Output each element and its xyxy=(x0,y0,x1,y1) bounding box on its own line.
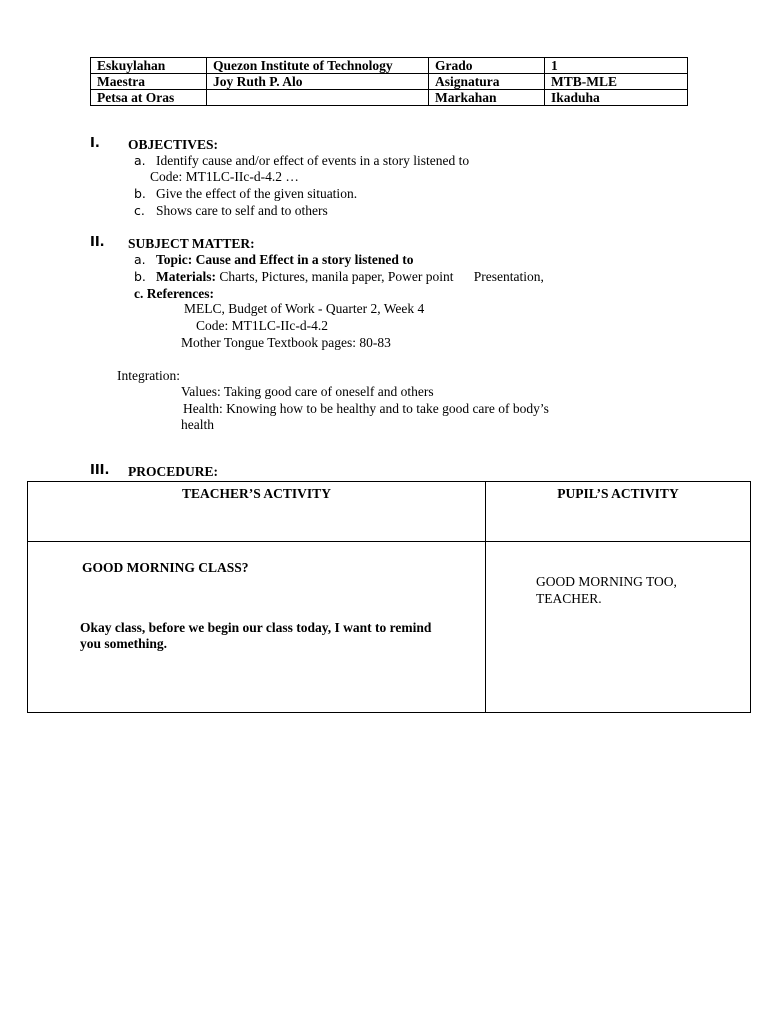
procedure-numeral: III. xyxy=(90,463,110,478)
table-row xyxy=(28,482,751,542)
objective-b-letter: b. xyxy=(134,186,146,201)
date-time-label: Petsa at Oras xyxy=(91,90,207,106)
objectives-numeral: I. xyxy=(90,136,100,151)
table-row xyxy=(91,58,688,74)
subject-label: Asignatura xyxy=(429,74,545,90)
reference-budget: Budget of Work - Quarter 2, Week 4 xyxy=(228,301,425,316)
grade-value: 1 xyxy=(545,58,688,74)
procedure-title: PROCEDURE: xyxy=(128,464,218,479)
date-time-value xyxy=(207,90,429,106)
teacher-remind-line2: you something. xyxy=(80,636,168,651)
teacher-activity-header-cell xyxy=(28,482,486,542)
topic-letter: a. xyxy=(134,252,146,267)
teacher-activity-cell xyxy=(28,542,486,713)
reference-melc-line xyxy=(184,301,424,317)
objective-b-text: Give the effect of the given situation. xyxy=(156,186,358,201)
integration-values: Values: Taking good care of oneself and others xyxy=(181,384,434,399)
subject-value: MTB-MLE xyxy=(545,74,688,90)
reference-textbook: Mother Tongue Textbook pages: 80-83 xyxy=(181,335,391,350)
integration-health-line1: Health: Knowing how to be healthy and to take good care of body’s xyxy=(183,401,549,416)
integration-label: Integration: xyxy=(117,368,180,383)
objective-a-text: Identify cause and/or effect of events in a story listened to xyxy=(156,153,470,168)
objective-a-code: Code: MT1LC-IIc-d-4.2 … xyxy=(150,169,299,184)
school-label: Eskuylahan xyxy=(91,58,207,74)
subject-matter-numeral: II. xyxy=(90,235,105,250)
reference-melc: MELC, xyxy=(184,301,225,316)
integration-health-line2: health xyxy=(181,417,214,432)
references-label: c. References: xyxy=(134,286,214,301)
table-row xyxy=(91,90,688,106)
objective-c-text: Shows care to self and to others xyxy=(156,203,328,218)
pupil-greeting-line2: TEACHER. xyxy=(536,591,602,606)
materials-line xyxy=(156,269,544,285)
quarter-value: Ikaduha xyxy=(545,90,688,106)
lesson-info-table xyxy=(90,57,688,106)
objectives-title: OBJECTIVES: xyxy=(128,137,219,152)
teacher-value: Joy Ruth P. Alo xyxy=(207,74,429,90)
objective-a-letter: a. xyxy=(134,153,146,168)
teacher-label: Maestra xyxy=(91,74,207,90)
teacher-remind-line1: Okay class, before we begin our class today, I want to remind xyxy=(80,620,432,635)
objective-c-letter: c. xyxy=(134,203,145,218)
teacher-activity-header: TEACHER’S ACTIVITY xyxy=(182,486,331,501)
pupil-activity-header-cell xyxy=(486,482,751,542)
materials-text: Charts, Pictures, manila paper, Power point Presentation, xyxy=(219,269,544,284)
procedure-table xyxy=(27,481,751,713)
teacher-greeting: GOOD MORNING CLASS? xyxy=(82,560,249,575)
table-row xyxy=(28,542,751,713)
materials-letter: b. xyxy=(134,269,146,284)
table-row xyxy=(91,74,688,90)
materials-label: Materials: xyxy=(156,269,216,284)
quarter-label: Markahan xyxy=(429,90,545,106)
subject-matter-title: SUBJECT MATTER: xyxy=(128,236,255,251)
school-value: Quezon Institute of Technology xyxy=(207,58,429,74)
reference-code: Code: MT1LC-IIc-d-4.2 xyxy=(196,318,328,333)
pupil-activity-cell xyxy=(486,542,751,713)
grade-label: Grado xyxy=(429,58,545,74)
topic-text: Topic: Cause and Effect in a story listened to xyxy=(156,252,414,267)
pupil-greeting-line1: GOOD MORNING TOO, xyxy=(536,574,677,589)
pupil-activity-header: PUPIL’S ACTIVITY xyxy=(557,486,679,501)
